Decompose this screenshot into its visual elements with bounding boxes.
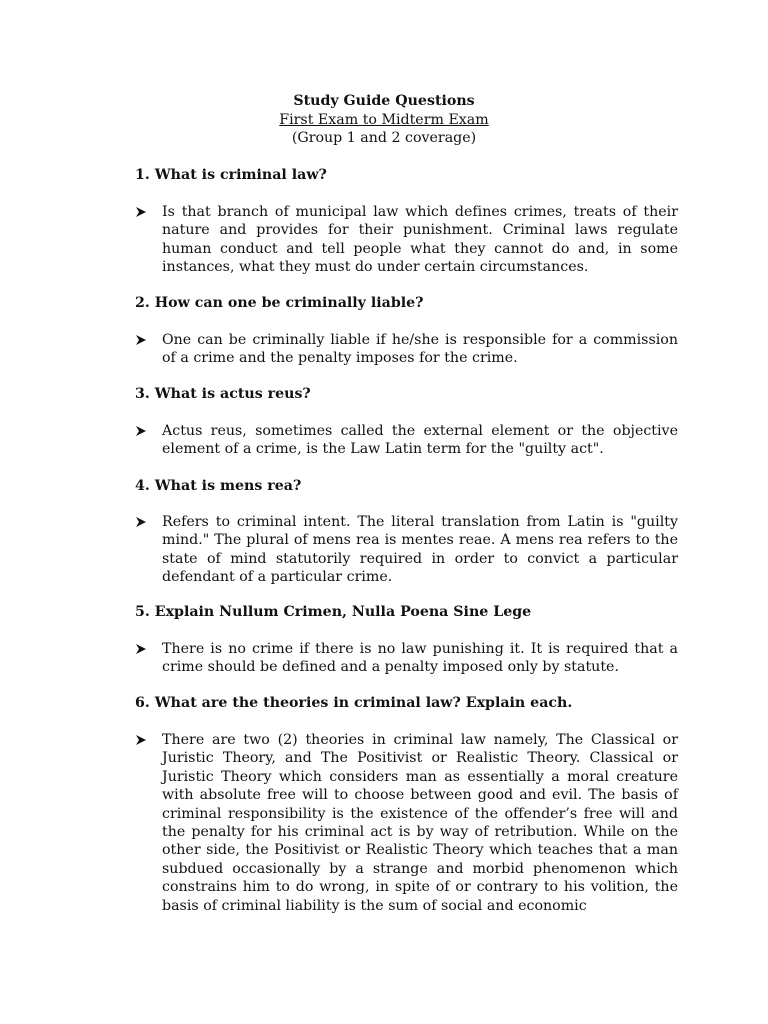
arrowhead-bullet-icon (135, 334, 147, 346)
answer-6 (135, 731, 678, 915)
arrowhead-bullet-icon (135, 425, 147, 437)
arrowhead-bullet-icon (135, 206, 147, 218)
question-5-heading: 5. Explain Nullum Crimen, Nulla Poena Sine Lege (135, 604, 532, 620)
answer-2-text: One can be criminally liable if he/she is responsible for a commission of a crime and the penalty imposes for the crime. (162, 332, 678, 367)
answer-1-text: Is that branch of municipal law which defines crimes, treats of their nature and provides for their punishment. Criminal laws regulate human conduct and tell people what they cannot do and, in some instances, what they must do under certain circumstances. (162, 204, 678, 276)
answer-4 (135, 513, 678, 587)
answer-3 (135, 422, 678, 459)
arrowhead-bullet-icon (135, 643, 147, 655)
answer-4-text: Refers to criminal intent. The literal translation from Latin is "guilty mind." The plural of mens rea is mentes reae. A mens rea refers to the state of mind statutorily required in order to convict a particular defendant of a particular crime. (162, 514, 678, 586)
answer-2 (135, 331, 678, 368)
answer-5 (135, 640, 678, 677)
question-3-heading: 3. What is actus reus? (135, 386, 311, 402)
question-1-heading: 1. What is criminal law? (135, 167, 327, 183)
question-4-heading: 4. What is mens rea? (135, 478, 302, 494)
question-6-heading: 6. What are the theories in criminal law? Explain each. (135, 695, 573, 711)
answer-6-text: There are two (2) theories in criminal law namely, The Classical or Juristic Theory, and The Positivist or Realistic Theory. Classical or Juristic Theory which considers man as essentially a moral creature with absolute free will to choose between good and evil. The basis of criminal responsibility is the existence of the offender’s free will and the penalty for his criminal act is by way of retribution. While on the other side, the Positivist or Realistic Theory which teaches that a man subdued occasionally by a strange and morbid phenomenon which constrains him to do wrong, in spite of or contrary to his volition, the basis of criminal liability is the sum of social and economic (162, 732, 678, 914)
answer-1 (135, 203, 678, 277)
document-subtitle: First Exam to Midterm Exam (279, 112, 489, 128)
answer-5-text: There is no crime if there is no law punishing it. It is required that a crime should be defined and a penalty imposed only by statute. (162, 641, 678, 676)
document-title: Study Guide Questions (293, 93, 475, 109)
coverage-note: (Group 1 and 2 coverage) (291, 130, 477, 146)
arrowhead-bullet-icon (135, 516, 147, 528)
question-2-heading: 2. How can one be criminally liable? (135, 295, 424, 311)
answer-3-text: Actus reus, sometimes called the external element or the objective element of a crime, is the Law Latin term for the "guilty act". (162, 423, 678, 458)
arrowhead-bullet-icon (135, 734, 147, 746)
